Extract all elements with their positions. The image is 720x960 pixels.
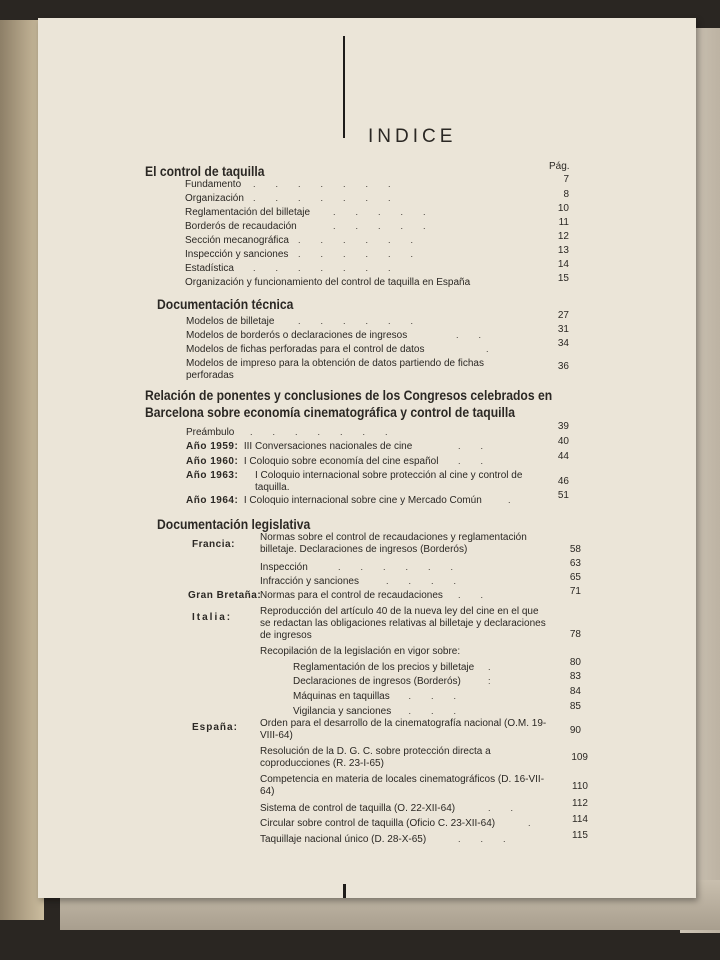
country-label-espana: España: (192, 722, 238, 733)
toc-entry (186, 456, 438, 468)
year-label: Año 1964: (186, 495, 239, 506)
toc-entry: Preámbulo (186, 427, 235, 438)
toc-page-number: 12 (557, 231, 569, 242)
pag-column-label: Pág. (549, 161, 570, 172)
toc-entry: Estadística (185, 263, 234, 274)
toc-page-number: 14 (557, 259, 569, 270)
toc-entry: Normas para el control de recaudaciones (260, 590, 443, 601)
country-label-francia: Francia: (192, 539, 235, 550)
toc-entry: Inspección (260, 562, 308, 573)
toc-page-number: 85 (569, 701, 581, 712)
toc-page-number: 110 (572, 781, 588, 792)
top-rule (343, 36, 345, 138)
toc-entry: Competencia en materia de locales cinematográficos (D. 16-VII-64) (260, 774, 545, 797)
toc-page-number: 109 (571, 752, 588, 763)
toc-page-number: 78 (569, 629, 581, 640)
toc-entry (186, 495, 482, 507)
year-label: Año 1963: (186, 470, 239, 481)
toc-page-number: 63 (569, 558, 581, 569)
toc-entry: Organización y funcionamiento del control de taquilla en España (185, 277, 471, 288)
toc-entry: Recopilación de la legislación en vigor sobre: (260, 646, 461, 657)
section-title-control-taquilla: El control de taquilla (145, 164, 265, 179)
country-label-italia: Italia: (192, 612, 233, 623)
toc-page-number: 90 (569, 725, 581, 736)
toc-page-number: 114 (572, 814, 588, 825)
toc-entry: Vigilancia y sanciones (293, 706, 392, 717)
toc-entry: Taquillaje nacional único (D. 28-X-65) (260, 834, 427, 845)
toc-page-number: 15 (557, 273, 569, 284)
country-label-gran-bretana: Gran Bretaña: (188, 590, 262, 601)
toc-entry: Normas sobre el control de recaudaciones y reglamentación billetaje. Declaraciones de ingresos (Borderós) (260, 532, 527, 555)
toc-entry: Máquinas en taquillas (293, 691, 390, 702)
toc-page-number: 40 (557, 436, 569, 447)
toc-page-number: 44 (557, 451, 569, 462)
section-title-relacion-ponentes: Relación de ponentes y conclusiones de los Congresos celebrados en (145, 388, 553, 403)
section-title-documentacion-tecnica: Documentación técnica (157, 297, 294, 312)
toc-page-number: 31 (557, 324, 569, 335)
toc-page-number: 34 (557, 338, 569, 349)
toc-page-number: 80 (569, 657, 581, 668)
toc-entry: Circular sobre control de taquilla (Oficio C. 23-XII-64) (260, 818, 496, 829)
toc-page-number: 11 (558, 217, 569, 228)
toc-entry (186, 470, 238, 482)
toc-entry: Reproducción del artículo 40 de la nueva ley del cine en el que se redactan las obligaciones relativas al billetaje y declaraciones de ingresos (260, 606, 546, 641)
toc-entry: Borderós de recaudación (185, 221, 297, 232)
section-title-documentacion-legislativa: Documentación legislativa (157, 517, 311, 532)
toc-page-number: 51 (557, 490, 569, 501)
index-page: INDICE Pág. El control de taquilla Fundamento . . . . . . . 7 Organización . . . . . . . 8 Reglamentación del billetaje . . . . . 10 Borderós de recaudación . . . . . 11 Sección mecanográfica . . . . . . 12 Inspección y sanciones . . . . . . 13 Estadística . . . . . . . 14 Organización y funcionamiento del control de taquilla en España 15 Documentación técnica Modelos de billetaje . . . . . . 27 Modelos de borderós o declaraciones de ingresos . . 31 Modelos de fichas perforadas para el control de datos . 34 Modelos de impreso para la obtención de datos partiendo de fichas perforadas 36 Relación de ponentes y conclusiones de los Congresos celebrados en Barcelona sobre economía cinematográfica y control de taquilla Preámbulo . . . . . . . 39 Año 1959: III Conversaciones nacionales de cine . . 40 Año 1960: I Coloquio sobre economía del cine español . . 44 Año 1963: I Coloquio internacional sobre protección al cine y control de taquilla. 46 Año 1964: I Coloquio internacional sobre cine y Mercado Común . 51 Documentación legislativa Francia: Normas sobre el control de recaudaciones y reglamentación billetaje. Declaraciones de ingresos (Borderós) 58 Inspección . . . . . . 63 Infracción y sanciones . . . . 65 Gran Bretaña: Normas para el control de recaudaciones . . 71 Italia: Reproducción del artículo 40 de la nueva ley del cine en el que se redactan las obligaciones relativas al billetaje y declaraciones de ingresos 78 Recopilación de la legislación en vigor sobre: Reglamentación de los precios y billetaje . 80 Declaraciones de ingresos (Borderós) : 83 Máquinas en taquillas . . . . 84 Vigilancia y sanciones . . . . 85 España: Orden para el desarrollo de la cinematografía nacional (O.M. 19-VIII-64) 90 Resolución de la D. G. C. sobre protección directa a coproducciones (R. 23-I-65) 109 Competencia en materia de locales cinematográficos (D. 16-VII-64) 110 Sistema de control de taquilla (O. 22-XII-64) . . 112 Circular sobre control de taquilla (Oficio C. 23-XII-64) . 114 Taquillaje nacional único (D. 28-X-65) . . . 115 (38, 18, 696, 898)
toc-entry: Resolución de la D. G. C. sobre protección directa a coproducciones (R. 23-I-65) (260, 746, 491, 769)
toc-entry: Sección mecanográfica (185, 235, 289, 246)
toc-page-number: 112 (572, 798, 588, 809)
toc-page-number: 8 (563, 189, 569, 200)
year-label: Año 1960: (186, 456, 239, 467)
toc-page-number: 27 (557, 310, 569, 321)
toc-entry: Reglamentación del billetaje (185, 207, 311, 218)
toc-entry: Infracción y sanciones (260, 576, 359, 587)
page-title: INDICE (368, 126, 457, 147)
toc-page-number: 84 (569, 686, 581, 697)
toc-entry (186, 441, 412, 453)
toc-page-number: 10 (557, 203, 569, 214)
year-label: Año 1959: (186, 441, 239, 452)
toc-page-number: 39 (557, 421, 569, 432)
toc-page-number: 13 (557, 245, 569, 256)
toc-page-number: 71 (569, 586, 581, 597)
toc-page-number: 115 (572, 830, 588, 841)
toc-entry: Sistema de control de taquilla (O. 22-XII-64) (260, 803, 456, 814)
toc-entry: Modelos de impreso para la obtención de datos partiendo de fichas perforadas (186, 358, 484, 381)
toc-entry: Reglamentación de los precios y billetaje (293, 662, 475, 673)
year-entry-text: I Coloquio sobre economía del cine español (243, 456, 439, 467)
toc-page-number: 65 (569, 572, 581, 583)
year-entry-text: III Conversaciones nacionales de cine (243, 441, 413, 452)
toc-page-number: 58 (569, 544, 581, 555)
toc-page-number: 7 (563, 174, 569, 185)
year-entry-text: I Coloquio internacional sobre protección al cine y control de taquilla. (255, 470, 523, 493)
toc-entry: Orden para el desarrollo de la cinematografía nacional (O.M. 19-VIII-64) (260, 718, 547, 741)
toc-entry: Modelos de billetaje (186, 316, 275, 327)
toc-page-number: 36 (557, 361, 569, 372)
toc-entry: Organización (185, 193, 244, 204)
section-title-relacion-ponentes-line2: Barcelona sobre economía cinematográfica y control de taquilla (145, 405, 516, 420)
toc-entry: Fundamento (185, 179, 242, 190)
toc-page-number: 83 (569, 671, 581, 682)
year-entry-text: I Coloquio internacional sobre cine y Mercado Común (243, 495, 482, 506)
toc-page-number: 46 (557, 476, 569, 487)
bottom-rule (343, 884, 346, 898)
toc-entry: Modelos de fichas perforadas para el control de datos (186, 344, 425, 355)
toc-entry: Modelos de borderós o declaraciones de ingresos (186, 330, 408, 341)
toc-entry: Inspección y sanciones (185, 249, 289, 260)
toc-entry: Declaraciones de ingresos (Borderós) (293, 676, 461, 687)
